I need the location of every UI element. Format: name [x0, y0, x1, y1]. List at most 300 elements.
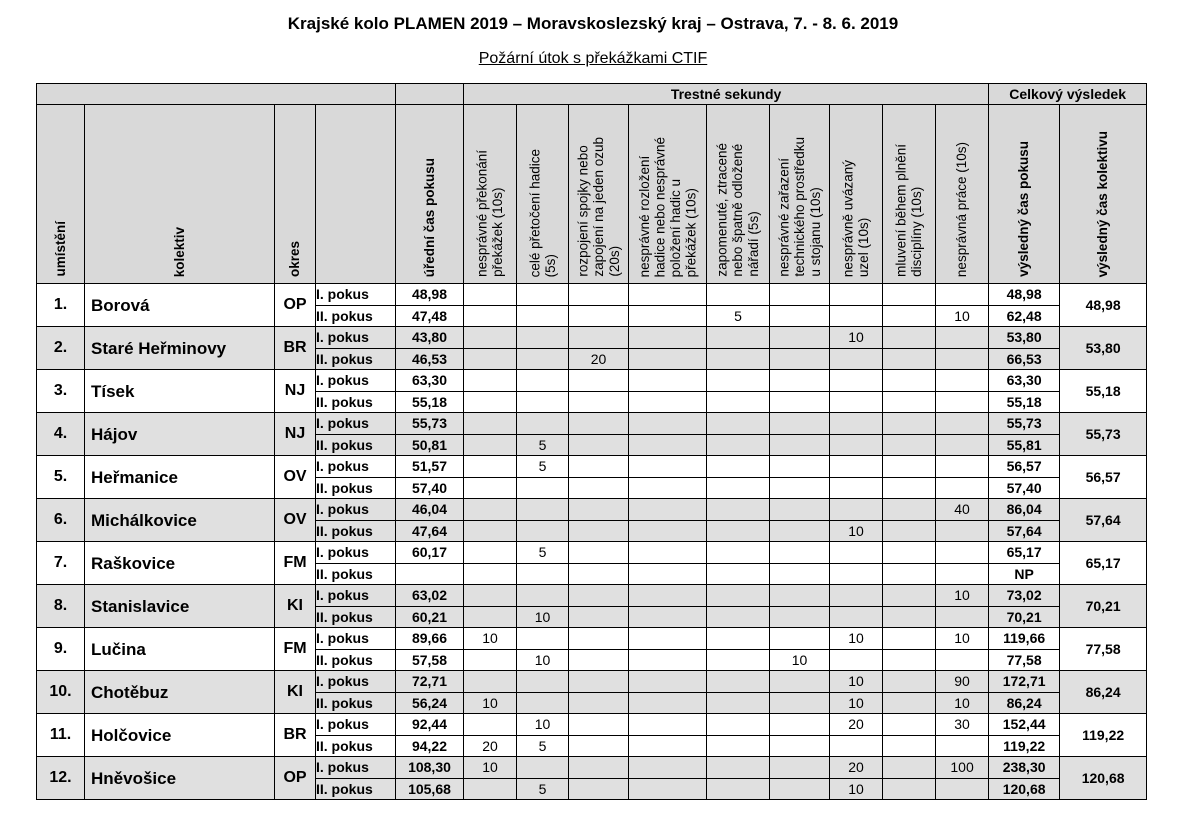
- penalty-cell: [629, 563, 707, 585]
- team-final-cell: 56,57: [1060, 456, 1147, 499]
- okres-cell: OP: [275, 757, 316, 800]
- penalty-cell: [707, 606, 770, 628]
- penalty-cell: [517, 499, 569, 521]
- penalty-cell: [629, 305, 707, 327]
- penalty-cell: [464, 671, 517, 693]
- attempt-label-cell: I. pokus: [316, 413, 396, 435]
- penalty-cell: [830, 649, 883, 671]
- attempt-label-cell: II. pokus: [316, 649, 396, 671]
- penalty-cell: [883, 714, 936, 736]
- penalty-cell: [464, 778, 517, 800]
- rank-cell: 10.: [37, 671, 85, 714]
- penalty-cell: [936, 649, 989, 671]
- col-penalty-8: mluvení během plnění disciplíny (10s): [883, 105, 936, 284]
- table-row: [37, 456, 1147, 478]
- attempt-label-cell: I. pokus: [316, 499, 396, 521]
- penalty-cell: [883, 434, 936, 456]
- penalty-cell: 10: [517, 606, 569, 628]
- penalty-cell: [707, 563, 770, 585]
- penalty-cell: [770, 477, 830, 499]
- penalty-cell: [770, 305, 830, 327]
- rank-cell: 1.: [37, 284, 85, 327]
- penalty-cell: [770, 692, 830, 714]
- penalty-cell: 10: [770, 649, 830, 671]
- penalty-cell: [707, 434, 770, 456]
- penalty-cell: 10: [830, 520, 883, 542]
- penalty-cell: [830, 391, 883, 413]
- team-name-cell: Heřmanice: [85, 456, 275, 499]
- rank-cell: 4.: [37, 413, 85, 456]
- penalty-cell: [569, 370, 629, 392]
- penalty-cell: [517, 585, 569, 607]
- penalty-cell: [629, 413, 707, 435]
- attempt-label-cell: II. pokus: [316, 778, 396, 800]
- team-name-cell: Borová: [85, 284, 275, 327]
- penalty-cell: 10: [936, 628, 989, 650]
- penalty-cell: 30: [936, 714, 989, 736]
- col-pokus: [316, 105, 396, 284]
- official-time-cell: 56,24: [396, 692, 464, 714]
- penalty-cell: [883, 477, 936, 499]
- penalty-cell: [883, 628, 936, 650]
- team-final-cell: 119,22: [1060, 714, 1147, 757]
- rank-cell: 8.: [37, 585, 85, 628]
- attempt-result-cell: 77,58: [989, 649, 1060, 671]
- attempt-result-cell: 62,48: [989, 305, 1060, 327]
- official-time-cell: [396, 563, 464, 585]
- penalty-cell: [629, 585, 707, 607]
- penalty-cell: [569, 499, 629, 521]
- penalty-cell: [707, 413, 770, 435]
- okres-cell: BR: [275, 714, 316, 757]
- col-uredni-cas: úřední čas pokusu: [396, 105, 464, 284]
- penalty-cell: [883, 778, 936, 800]
- penalty-cell: [707, 348, 770, 370]
- penalty-cell: 40: [936, 499, 989, 521]
- penalty-cell: [830, 348, 883, 370]
- attempt-result-cell: 55,81: [989, 434, 1060, 456]
- official-time-cell: 47,64: [396, 520, 464, 542]
- penalty-cell: [707, 456, 770, 478]
- penalty-cell: [707, 499, 770, 521]
- team-final-cell: 53,80: [1060, 327, 1147, 370]
- okres-cell: OP: [275, 284, 316, 327]
- penalty-cell: [770, 391, 830, 413]
- attempt-result-cell: 56,57: [989, 456, 1060, 478]
- penalty-cell: [883, 284, 936, 306]
- table-row: [37, 585, 1147, 607]
- penalty-cell: [517, 563, 569, 585]
- rank-cell: 9.: [37, 628, 85, 671]
- penalty-cell: 5: [517, 778, 569, 800]
- penalty-cell: [883, 649, 936, 671]
- penalty-cell: [883, 563, 936, 585]
- penalty-cell: [830, 284, 883, 306]
- team-name-cell: Holčovice: [85, 714, 275, 757]
- team-name-cell: Stanislavice: [85, 585, 275, 628]
- penalty-cell: [464, 499, 517, 521]
- penalty-cell: [464, 434, 517, 456]
- penalty-cell: [517, 391, 569, 413]
- penalty-cell: [936, 542, 989, 564]
- penalty-cell: [569, 284, 629, 306]
- table-row: [37, 628, 1147, 650]
- penalty-cell: [569, 477, 629, 499]
- header-blank-time: [396, 84, 464, 105]
- table-row: [37, 327, 1147, 349]
- col-penalty-2: celé přetočení hadice (5s): [517, 105, 569, 284]
- penalty-cell: [936, 606, 989, 628]
- attempt-result-cell: NP: [989, 563, 1060, 585]
- penalty-cell: [569, 391, 629, 413]
- official-time-cell: 43,80: [396, 327, 464, 349]
- team-final-cell: 70,21: [1060, 585, 1147, 628]
- penalty-cell: [569, 671, 629, 693]
- penalty-cell: 20: [830, 757, 883, 779]
- official-time-cell: 89,66: [396, 628, 464, 650]
- okres-cell: FM: [275, 542, 316, 585]
- table-row: [37, 757, 1147, 779]
- col-penalty-7: nesprávně uvázaný uzel (10s): [830, 105, 883, 284]
- penalty-cell: [707, 628, 770, 650]
- rank-cell: 6.: [37, 499, 85, 542]
- rank-cell: 2.: [37, 327, 85, 370]
- penalty-cell: [770, 456, 830, 478]
- team-final-cell: 65,17: [1060, 542, 1147, 585]
- penalty-cell: [770, 327, 830, 349]
- penalty-cell: [883, 499, 936, 521]
- penalty-cell: 10: [830, 671, 883, 693]
- attempt-label-cell: I. pokus: [316, 456, 396, 478]
- penalty-cell: [464, 649, 517, 671]
- penalty-cell: [936, 284, 989, 306]
- attempt-label-cell: II. pokus: [316, 735, 396, 757]
- penalty-cell: [464, 714, 517, 736]
- attempt-label-cell: II. pokus: [316, 434, 396, 456]
- penalty-cell: [569, 456, 629, 478]
- table-row: [37, 413, 1147, 435]
- penalty-cell: [629, 692, 707, 714]
- col-penalty-9: nesprávná práce (10s): [936, 105, 989, 284]
- col-penalty-5: zapomenuté, ztracené nebo špatně odložené nářadí (5s): [707, 105, 770, 284]
- penalty-cell: [464, 520, 517, 542]
- penalty-cell: [707, 391, 770, 413]
- rank-cell: 3.: [37, 370, 85, 413]
- penalty-cell: [517, 370, 569, 392]
- team-name-cell: Hájov: [85, 413, 275, 456]
- penalty-cell: [830, 735, 883, 757]
- penalty-cell: [707, 477, 770, 499]
- penalty-cell: [707, 520, 770, 542]
- penalty-cell: [464, 542, 517, 564]
- penalty-cell: [517, 520, 569, 542]
- penalty-cell: [707, 370, 770, 392]
- penalty-cell: [569, 778, 629, 800]
- penalty-cell: [629, 606, 707, 628]
- team-final-cell: 55,18: [1060, 370, 1147, 413]
- okres-cell: OV: [275, 456, 316, 499]
- official-time-cell: 63,02: [396, 585, 464, 607]
- penalty-cell: [707, 778, 770, 800]
- penalty-cell: 10: [936, 585, 989, 607]
- results-body: [37, 284, 1147, 800]
- penalty-cell: [770, 413, 830, 435]
- table-row: [37, 370, 1147, 392]
- penalty-cell: [629, 735, 707, 757]
- penalty-cell: [464, 477, 517, 499]
- penalty-cell: 100: [936, 757, 989, 779]
- penalty-cell: 10: [936, 305, 989, 327]
- attempt-result-cell: 73,02: [989, 585, 1060, 607]
- col-vysledny-cas-pokusu: výsledný čas pokusu: [989, 105, 1060, 284]
- attempt-label-cell: II. pokus: [316, 692, 396, 714]
- attempt-result-cell: 70,21: [989, 606, 1060, 628]
- penalty-cell: [569, 520, 629, 542]
- rank-cell: 7.: [37, 542, 85, 585]
- official-time-cell: 55,73: [396, 413, 464, 435]
- col-umisteni: umístění: [37, 105, 85, 284]
- team-name-cell: Hněvošice: [85, 757, 275, 800]
- penalty-cell: [883, 456, 936, 478]
- penalty-cell: [629, 327, 707, 349]
- penalty-cell: [629, 370, 707, 392]
- penalty-cell: [517, 348, 569, 370]
- penalty-cell: [464, 327, 517, 349]
- penalty-cell: [629, 477, 707, 499]
- header-row-columns: [37, 105, 1147, 284]
- penalty-cell: 10: [464, 757, 517, 779]
- penalty-cell: [936, 456, 989, 478]
- penalty-cell: 10: [830, 778, 883, 800]
- table-row: [37, 671, 1147, 693]
- team-name-cell: Michálkovice: [85, 499, 275, 542]
- penalty-cell: [707, 735, 770, 757]
- page-title: Krajské kolo PLAMEN 2019 – Moravskoslezský kraj – Ostrava, 7. - 8. 6. 2019: [287, 14, 899, 33]
- team-final-cell: 57,64: [1060, 499, 1147, 542]
- official-time-cell: 50,81: [396, 434, 464, 456]
- results-table: [36, 83, 1147, 800]
- penalty-cell: [770, 757, 830, 779]
- header-trestne-sekundy: Trestné sekundy: [464, 84, 989, 105]
- penalty-cell: [770, 499, 830, 521]
- penalty-cell: [464, 370, 517, 392]
- col-penalty-4: nesprávné rozložení hadice nebo nesprávné položení hadic u překážek (10s): [629, 105, 707, 284]
- penalty-cell: 20: [569, 348, 629, 370]
- penalty-cell: [517, 284, 569, 306]
- attempt-label-cell: II. pokus: [316, 477, 396, 499]
- col-kolektiv: kolektiv: [85, 105, 275, 284]
- penalty-cell: [707, 692, 770, 714]
- attempt-result-cell: 172,71: [989, 671, 1060, 693]
- penalty-cell: [569, 628, 629, 650]
- penalty-cell: [629, 348, 707, 370]
- penalty-cell: 10: [830, 692, 883, 714]
- attempt-label-cell: II. pokus: [316, 520, 396, 542]
- penalty-cell: [883, 692, 936, 714]
- penalty-cell: [707, 649, 770, 671]
- penalty-cell: [830, 606, 883, 628]
- penalty-cell: [936, 735, 989, 757]
- penalty-cell: [936, 563, 989, 585]
- penalty-cell: [883, 585, 936, 607]
- penalty-cell: [936, 413, 989, 435]
- penalty-cell: [770, 348, 830, 370]
- team-name-cell: Staré Heřminovy: [85, 327, 275, 370]
- penalty-cell: [936, 477, 989, 499]
- penalty-cell: 10: [517, 714, 569, 736]
- penalty-cell: [569, 714, 629, 736]
- col-penalty-6: nesprávné zařazení technického prostředku u stojanu (10s): [770, 105, 830, 284]
- rank-cell: 5.: [37, 456, 85, 499]
- attempt-result-cell: 238,30: [989, 757, 1060, 779]
- penalty-cell: [569, 327, 629, 349]
- penalty-cell: [883, 735, 936, 757]
- penalty-cell: [569, 585, 629, 607]
- penalty-cell: [517, 628, 569, 650]
- table-row: [37, 542, 1147, 564]
- attempt-result-cell: 53,80: [989, 327, 1060, 349]
- attempt-label-cell: II. pokus: [316, 606, 396, 628]
- penalty-cell: [569, 542, 629, 564]
- team-name-cell: Lučina: [85, 628, 275, 671]
- okres-cell: KI: [275, 671, 316, 714]
- team-final-cell: 120,68: [1060, 757, 1147, 800]
- penalty-cell: [629, 542, 707, 564]
- team-final-cell: 48,98: [1060, 284, 1147, 327]
- penalty-cell: [770, 606, 830, 628]
- penalty-cell: [936, 778, 989, 800]
- penalty-cell: [707, 542, 770, 564]
- okres-cell: NJ: [275, 370, 316, 413]
- penalty-cell: [517, 327, 569, 349]
- penalty-cell: 90: [936, 671, 989, 693]
- attempt-label-cell: II. pokus: [316, 305, 396, 327]
- attempt-label-cell: I. pokus: [316, 714, 396, 736]
- penalty-cell: 5: [517, 434, 569, 456]
- penalty-cell: [883, 327, 936, 349]
- penalty-cell: [629, 520, 707, 542]
- attempt-label-cell: I. pokus: [316, 327, 396, 349]
- penalty-cell: [464, 413, 517, 435]
- rank-cell: 12.: [37, 757, 85, 800]
- penalty-cell: [569, 606, 629, 628]
- attempt-label-cell: II. pokus: [316, 391, 396, 413]
- official-time-cell: 48,98: [396, 284, 464, 306]
- okres-cell: KI: [275, 585, 316, 628]
- penalty-cell: 20: [830, 714, 883, 736]
- penalty-cell: [464, 391, 517, 413]
- penalty-cell: [707, 327, 770, 349]
- penalty-cell: [464, 585, 517, 607]
- penalty-cell: [629, 778, 707, 800]
- penalty-cell: 5: [517, 735, 569, 757]
- attempt-label-cell: I. pokus: [316, 628, 396, 650]
- penalty-cell: [517, 305, 569, 327]
- penalty-cell: [629, 284, 707, 306]
- penalty-cell: [569, 692, 629, 714]
- penalty-cell: [464, 563, 517, 585]
- attempt-result-cell: 86,24: [989, 692, 1060, 714]
- official-time-cell: 57,40: [396, 477, 464, 499]
- penalty-cell: [707, 757, 770, 779]
- penalty-cell: [707, 585, 770, 607]
- penalty-cell: [883, 413, 936, 435]
- penalty-cell: [830, 542, 883, 564]
- penalty-cell: [936, 391, 989, 413]
- header-blank: [37, 84, 396, 105]
- team-name-cell: Tísek: [85, 370, 275, 413]
- penalty-cell: 5: [707, 305, 770, 327]
- table-row: [37, 714, 1147, 736]
- penalty-cell: [464, 305, 517, 327]
- penalty-cell: [629, 757, 707, 779]
- attempt-result-cell: 57,40: [989, 477, 1060, 499]
- penalty-cell: [770, 671, 830, 693]
- penalty-cell: [517, 692, 569, 714]
- penalty-cell: [830, 499, 883, 521]
- penalty-cell: 10: [830, 628, 883, 650]
- attempt-label-cell: I. pokus: [316, 542, 396, 564]
- penalty-cell: [707, 284, 770, 306]
- penalty-cell: 20: [464, 735, 517, 757]
- attempt-result-cell: 66,53: [989, 348, 1060, 370]
- penalty-cell: [830, 585, 883, 607]
- attempt-label-cell: I. pokus: [316, 284, 396, 306]
- attempt-label-cell: I. pokus: [316, 757, 396, 779]
- attempt-result-cell: 65,17: [989, 542, 1060, 564]
- team-final-cell: 55,73: [1060, 413, 1147, 456]
- penalty-cell: [517, 413, 569, 435]
- penalty-cell: 5: [517, 456, 569, 478]
- penalty-cell: [770, 370, 830, 392]
- penalty-cell: [517, 671, 569, 693]
- penalty-cell: [629, 434, 707, 456]
- okres-cell: NJ: [275, 413, 316, 456]
- official-time-cell: 108,30: [396, 757, 464, 779]
- penalty-cell: [883, 305, 936, 327]
- penalty-cell: [464, 284, 517, 306]
- official-time-cell: 63,30: [396, 370, 464, 392]
- penalty-cell: [883, 757, 936, 779]
- penalty-cell: [629, 671, 707, 693]
- attempt-result-cell: 120,68: [989, 778, 1060, 800]
- penalty-cell: [707, 714, 770, 736]
- okres-cell: OV: [275, 499, 316, 542]
- okres-cell: BR: [275, 327, 316, 370]
- penalty-cell: [936, 370, 989, 392]
- penalty-cell: [629, 499, 707, 521]
- penalty-cell: [569, 434, 629, 456]
- penalty-cell: [569, 649, 629, 671]
- penalty-cell: [629, 649, 707, 671]
- attempt-label-cell: I. pokus: [316, 370, 396, 392]
- attempt-result-cell: 57,64: [989, 520, 1060, 542]
- penalty-cell: [883, 391, 936, 413]
- col-vysledny-cas-kolektivu: výsledný čas kolektivu: [1060, 105, 1147, 284]
- penalty-cell: [830, 434, 883, 456]
- penalty-cell: [770, 714, 830, 736]
- penalty-cell: [830, 305, 883, 327]
- penalty-cell: [830, 413, 883, 435]
- team-name-cell: Chotěbuz: [85, 671, 275, 714]
- penalty-cell: [629, 628, 707, 650]
- team-final-cell: 77,58: [1060, 628, 1147, 671]
- penalty-cell: 10: [936, 692, 989, 714]
- penalty-cell: [770, 628, 830, 650]
- official-time-cell: 46,53: [396, 348, 464, 370]
- attempt-label-cell: II. pokus: [316, 348, 396, 370]
- penalty-cell: [770, 563, 830, 585]
